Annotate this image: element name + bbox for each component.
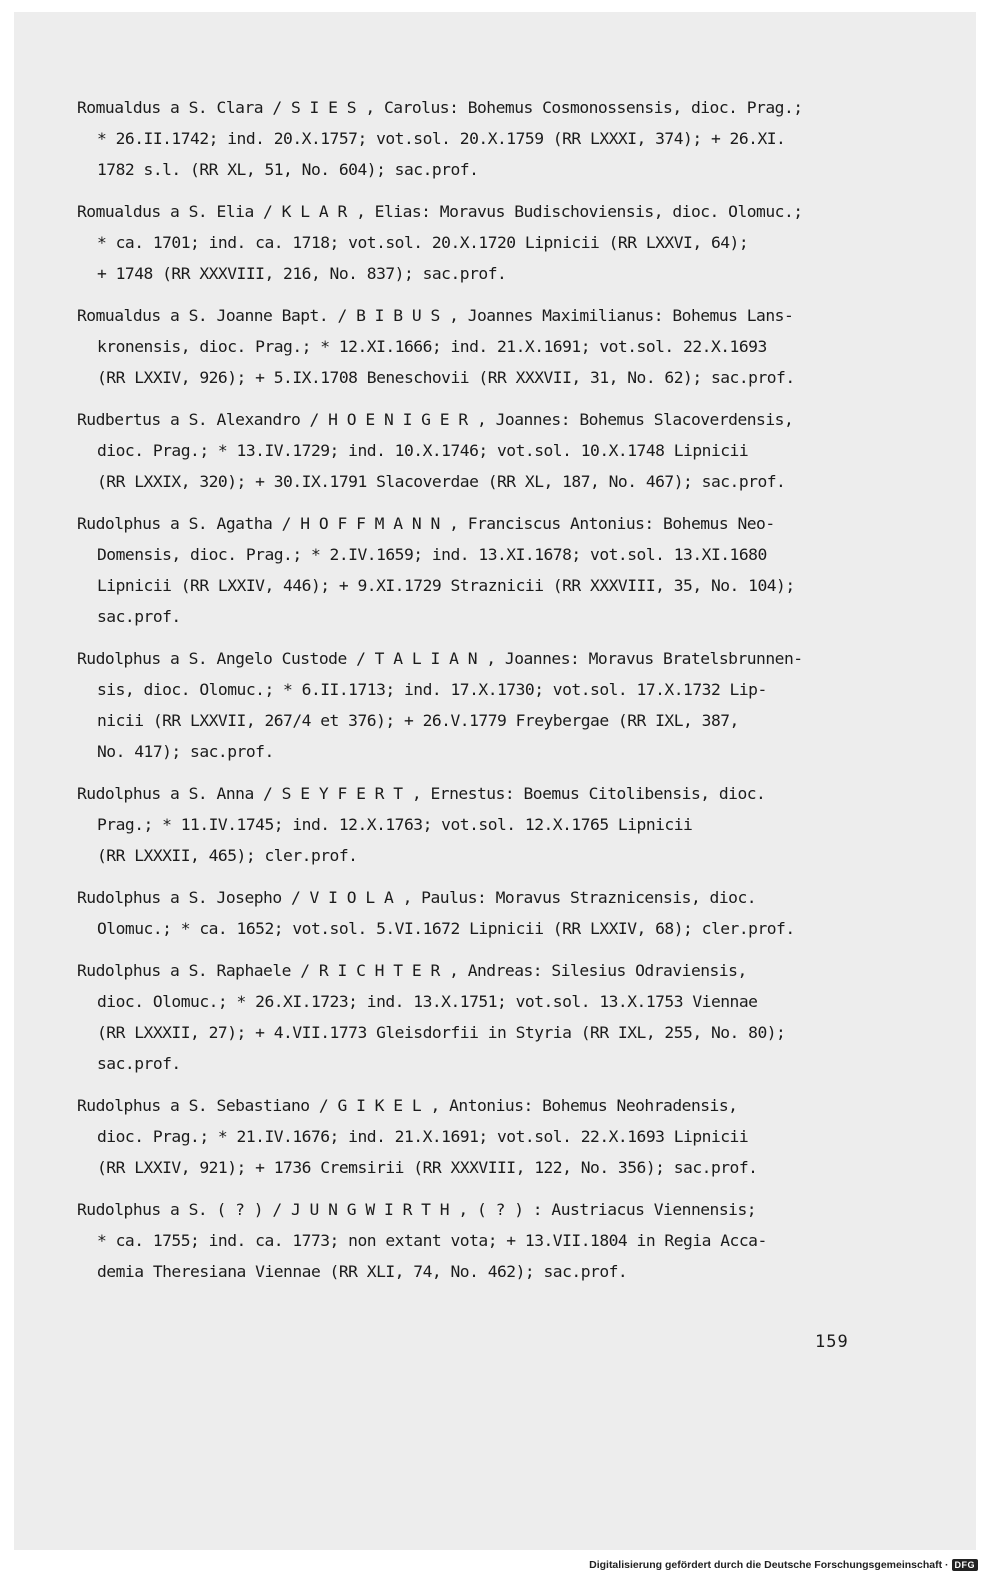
credit-text: Digitalisierung gefördert durch die Deutsche Forschungsgemeinschaft · (589, 1559, 949, 1571)
entry-heading-line: Rudolphus a S. Josepho / V I O L A , Paulus: Moravus Straznicensis, dioc. (77, 888, 757, 907)
entry-continuation-line: (RR LXXIX, 320); + 30.IX.1791 Slacoverdae (RR XL, 187, No. 467); sac.prof. (97, 472, 786, 491)
entry-heading-line: Romualdus a S. Elia / K L A R , Elias: Moravus Budischoviensis, dioc. Olomuc.; (77, 202, 803, 221)
register-entry (77, 955, 897, 1079)
entry-continuation-line: (RR LXXXII, 27); + 4.VII.1773 Gleisdorfii in Styria (RR IXL, 255, No. 80); (97, 1023, 786, 1042)
entry-continuation-line: * ca. 1701; ind. ca. 1718; vot.sol. 20.X.1720 Lipnicii (RR LXXVI, 64); (97, 233, 749, 252)
entry-continuation-line: demia Theresiana Viennae (RR XLI, 74, No. 462); sac.prof. (97, 1262, 628, 1281)
entry-continuation-line: + 1748 (RR XXXVIII, 216, No. 837); sac.prof. (97, 264, 507, 283)
entry-heading-line: Rudolphus a S. Raphaele / R I C H T E R , Andreas: Silesius Odraviensis, (77, 961, 747, 980)
register-entry (77, 643, 897, 767)
register-entry (77, 404, 897, 497)
entry-heading-line: Rudolphus a S. Sebastiano / G I K E L , Antonius: Bohemus Neohradensis, (77, 1096, 738, 1115)
register-entry (77, 882, 897, 944)
entry-continuation-line: No. 417); sac.prof. (97, 742, 274, 761)
entry-continuation-line: dioc. Olomuc.; * 26.XI.1723; ind. 13.X.1751; vot.sol. 13.X.1753 Viennae (97, 992, 758, 1011)
entry-heading-line: Romualdus a S. Joanne Bapt. / B I B U S , Joannes Maximilianus: Bohemus Lans- (77, 306, 794, 325)
entry-continuation-line: 1782 s.l. (RR XL, 51, No. 604); sac.prof. (97, 160, 479, 179)
digitization-credit (589, 1559, 978, 1571)
entry-heading-line: Rudolphus a S. Agatha / H O F F M A N N , Franciscus Antonius: Bohemus Neo- (77, 514, 775, 533)
entry-continuation-line: (RR LXXXII, 465); cler.prof. (97, 846, 358, 865)
register-entry (77, 778, 897, 871)
entry-continuation-line: dioc. Prag.; * 21.IV.1676; ind. 21.X.1691; vot.sol. 22.X.1693 Lipnicii (97, 1127, 749, 1146)
register-entry (77, 196, 897, 289)
register-entry (77, 92, 897, 185)
entry-continuation-line: sac.prof. (97, 1054, 181, 1073)
entry-continuation-line: (RR LXXIV, 926); + 5.IX.1708 Beneschovii (RR XXXVII, 31, No. 62); sac.prof. (97, 368, 795, 387)
entry-heading-line: Romualdus a S. Clara / S I E S , Carolus: Bohemus Cosmonossensis, dioc. Prag.; (77, 98, 803, 117)
register-entry (77, 1090, 897, 1183)
entry-continuation-line: sac.prof. (97, 607, 181, 626)
register-entry (77, 300, 897, 393)
entry-continuation-line: Lipnicii (RR LXXIV, 446); + 9.XI.1729 Straznicii (RR XXXVIII, 35, No. 104); (97, 576, 795, 595)
entry-heading-line: Rudbertus a S. Alexandro / H O E N I G E R , Joannes: Bohemus Slacoverdensis, (77, 410, 794, 429)
entry-list (77, 92, 897, 1298)
entry-continuation-line: Prag.; * 11.IV.1745; ind. 12.X.1763; vot.sol. 12.X.1765 Lipnicii (97, 815, 693, 834)
entry-continuation-line: nicii (RR LXXVII, 267/4 et 376); + 26.V.1779 Freybergae (RR IXL, 387, (97, 711, 739, 730)
entry-continuation-line: sis, dioc. Olomuc.; * 6.II.1713; ind. 17.X.1730; vot.sol. 17.X.1732 Lip- (97, 680, 767, 699)
entry-continuation-line: kronensis, dioc. Prag.; * 12.XI.1666; ind. 21.X.1691; vot.sol. 22.X.1693 (97, 337, 767, 356)
register-entry (77, 1194, 897, 1287)
entry-continuation-line: Domensis, dioc. Prag.; * 2.IV.1659; ind. 13.XI.1678; vot.sol. 13.XI.1680 (97, 545, 767, 564)
entry-continuation-line: (RR LXXIV, 921); + 1736 Cremsirii (RR XXXVIII, 122, No. 356); sac.prof. (97, 1158, 758, 1177)
entry-heading-line: Rudolphus a S. ( ? ) / J U N G W I R T H , ( ? ) : Austriacus Viennensis; (77, 1200, 757, 1219)
page-number: 159 (815, 1332, 849, 1352)
dfg-logo-icon: DFG (952, 1559, 979, 1571)
entry-heading-line: Rudolphus a S. Angelo Custode / T A L I A N , Joannes: Moravus Bratelsbrunnen- (77, 649, 803, 668)
entry-continuation-line: dioc. Prag.; * 13.IV.1729; ind. 10.X.1746; vot.sol. 10.X.1748 Lipnicii (97, 441, 749, 460)
entry-continuation-line: Olomuc.; * ca. 1652; vot.sol. 5.VI.1672 Lipnicii (RR LXXIV, 68); cler.prof. (97, 919, 795, 938)
entry-heading-line: Rudolphus a S. Anna / S E Y F E R T , Ernestus: Boemus Citolibensis, dioc. (77, 784, 766, 803)
register-entry (77, 508, 897, 632)
entry-continuation-line: * ca. 1755; ind. ca. 1773; non extant vota; + 13.VII.1804 in Regia Accа- (97, 1231, 767, 1250)
entry-continuation-line: * 26.II.1742; ind. 20.X.1757; vot.sol. 20.X.1759 (RR LXXXI, 374); + 26.XI. (97, 129, 786, 148)
